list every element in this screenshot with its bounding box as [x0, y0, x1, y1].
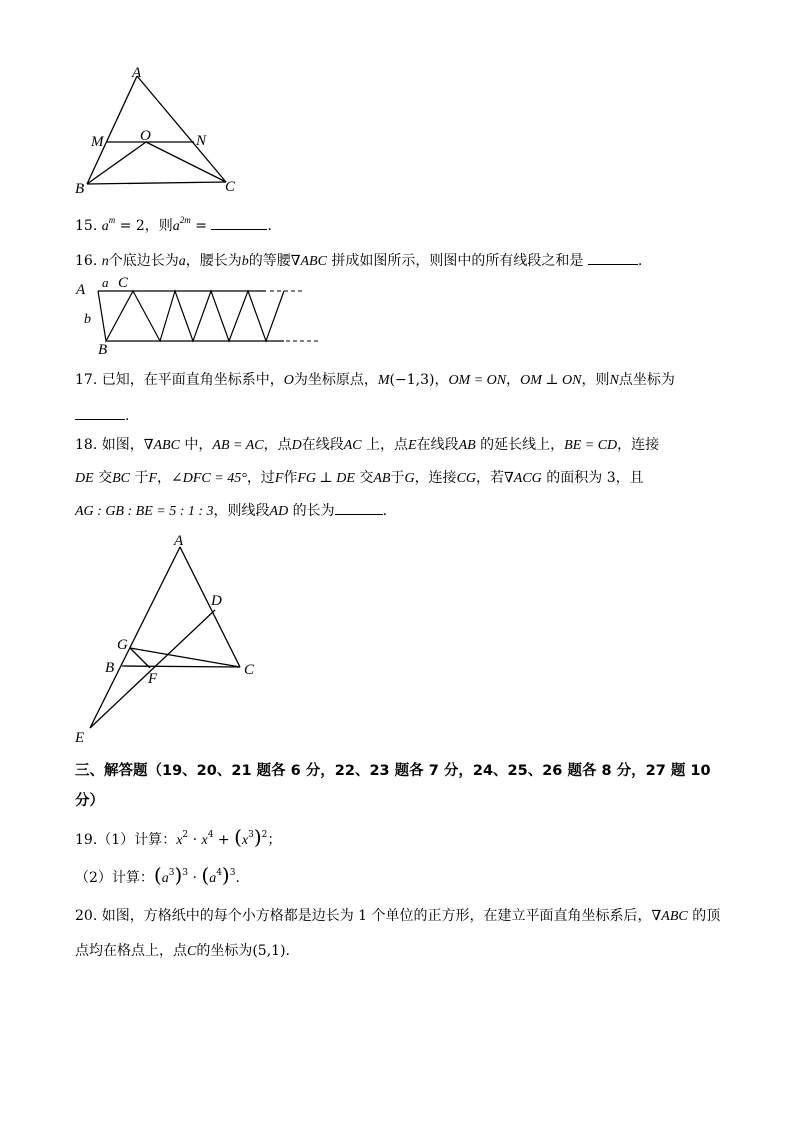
exp: 4 — [216, 868, 222, 878]
q18-text: 的长为 — [288, 503, 335, 519]
answer-blank[interactable] — [75, 405, 125, 420]
q18-text: 中， — [179, 437, 213, 453]
q15-eq: = — [190, 218, 207, 234]
section-heading: 三、解答题（19、20、21 题各 6 分，22、23 题各 7 分，24、25、26 题各 8 分，27 题 10 — [75, 763, 711, 779]
dot: · — [192, 870, 197, 886]
q18-text: 于 — [390, 470, 405, 486]
q16-text1: 个底边长为 — [108, 253, 179, 269]
q18-text: 的面积为 3，且 — [541, 470, 644, 486]
q18-text: ，连接 — [414, 470, 457, 486]
exp: 4 — [207, 830, 214, 840]
label-G: G — [117, 637, 128, 653]
q20-text: 20. 如图，方格纸中的每个小方格都是边长为 1 个单位的正方形，在建立平面直角坐标系后， — [75, 908, 652, 924]
seg-BC: BC — [112, 471, 131, 486]
part-label: （1）计算： — [97, 832, 177, 848]
question-15 — [75, 215, 272, 237]
eq-be-cd: BE = CD — [564, 438, 618, 453]
question-18-line3 — [75, 500, 387, 522]
var-C: C — [187, 944, 197, 959]
exp-m: m — [108, 215, 116, 225]
question-17: 17. 已知，在平面直角坐标系中，O为坐标原点，M(−1,3)，OM = ON，OM ⊥ ON，则N点坐标为 — [75, 372, 675, 388]
q20-text: 的坐标为 — [196, 943, 253, 959]
q18-text: ，则线段 — [213, 503, 270, 519]
q18-text: 交 — [354, 470, 374, 486]
question-18-line1 — [75, 435, 659, 456]
eq-om-on: OM = ON — [448, 373, 507, 388]
question-19-part1: 19.（1）计算：$x^2 \cdot x^4 + (x^3)^2$； — [75, 825, 282, 849]
label-B: B — [75, 181, 85, 197]
var-x: x — [176, 833, 183, 848]
label-C: C — [225, 179, 236, 195]
question-20-line2 — [75, 941, 290, 962]
label-a: a — [102, 275, 109, 290]
q16-text2: ，腰长为 — [185, 253, 242, 269]
q18-text: 在线段 — [301, 437, 344, 453]
label-b: b — [84, 312, 91, 327]
question-number: 19. — [75, 832, 98, 848]
figure-triangle-mn — [70, 62, 250, 197]
exp: 2 — [182, 830, 189, 840]
period: . — [235, 870, 240, 886]
answer-blank[interactable] — [335, 500, 383, 515]
var-a: a — [101, 219, 109, 234]
label-C: C — [244, 662, 255, 678]
q18-text: 在线段 — [416, 437, 459, 453]
q16-text3: 的等腰 — [248, 253, 291, 269]
period: . — [125, 408, 130, 424]
tri-abc: ∇ABC — [290, 254, 327, 269]
question-20-line1 — [75, 906, 720, 927]
q17-text4: 点坐标为 — [618, 372, 675, 388]
q18-text: 如图， — [101, 437, 144, 453]
figure-zigzag-strip — [70, 272, 330, 357]
exp: 3 — [182, 868, 189, 878]
label-O: O — [140, 128, 151, 144]
eq-ab-ac: AB = AC — [212, 438, 264, 453]
label-A: A — [132, 65, 142, 81]
var-a: a — [178, 254, 186, 269]
label-F: F — [148, 671, 158, 687]
seg-AB: AB — [373, 471, 391, 486]
question-number: 18. — [75, 437, 98, 453]
dot: · — [192, 832, 198, 848]
answer-blank[interactable] — [588, 250, 638, 265]
q18-text: 上，点 — [361, 437, 409, 453]
part-label: （2）计算： — [75, 870, 154, 886]
var-a: a — [209, 871, 217, 886]
q18-text: ， — [157, 470, 172, 486]
period: . — [267, 218, 272, 234]
exp: 3 — [248, 830, 254, 840]
var-x: x — [241, 833, 249, 848]
label-A: A — [76, 282, 86, 298]
q17-text2: 为坐标原点， — [293, 372, 378, 388]
label-N: N — [196, 133, 207, 149]
var-x: x — [201, 833, 208, 848]
seg-DE: DE — [75, 471, 94, 486]
period: . — [382, 503, 388, 519]
var-b: b — [241, 254, 249, 269]
tri-abc: ∇ABC — [143, 438, 180, 453]
ratio: AG : GB : BE = 5 : 1 : 3 — [75, 504, 214, 519]
var-F: F — [148, 471, 158, 486]
var-a2: a — [172, 219, 180, 234]
q20-text: 的顶 — [687, 908, 721, 924]
q17-text1: 已知，在平面直角坐标系中， — [101, 372, 284, 388]
exp-2m: 2m — [179, 215, 191, 225]
tri-abc: ∇ABC — [651, 909, 688, 924]
seg-AD: AD — [269, 504, 289, 519]
q18-text: 的延长线上， — [475, 437, 565, 453]
answer-blank[interactable] — [211, 215, 267, 230]
perp-fg-de: FG ⊥ DE — [297, 471, 355, 486]
question-16 — [75, 250, 642, 272]
q18-text: 作 — [283, 470, 298, 486]
q18-text: 于 — [130, 470, 149, 486]
q18-text: 交 — [93, 470, 113, 486]
q20-text: 点均在格点上，点 — [75, 943, 187, 959]
q18-text: ，过 — [246, 470, 275, 486]
exp: 2 — [261, 830, 268, 840]
period: . — [637, 253, 643, 269]
var-G: G — [404, 471, 415, 486]
exp: 3 — [229, 868, 236, 878]
question-17-blank-line — [75, 405, 129, 426]
eq-om-perp-on: OM ⊥ ON — [520, 373, 582, 388]
plus: + — [217, 832, 230, 848]
q16-text4: 拼成如图所示，则图中的所有线段之和是 — [326, 253, 584, 269]
angle-dfc: ∠DFC = 45° — [171, 471, 247, 486]
var-E: E — [408, 438, 417, 453]
q18-text: ，点 — [263, 437, 292, 453]
label-M: M — [91, 134, 104, 150]
question-number: 16. — [75, 253, 98, 269]
figure-triangle-defg — [70, 530, 280, 750]
label-D: D — [211, 593, 222, 609]
var-O: O — [283, 373, 294, 388]
label-B: B — [105, 660, 115, 676]
exp: 3 — [168, 868, 175, 878]
tri-acg: ∇ACG — [504, 471, 542, 486]
coord-M: (−1,3) — [389, 372, 435, 388]
seg-AC: AC — [343, 438, 362, 453]
question-number: 15. — [75, 218, 98, 234]
semicolon: ； — [267, 832, 282, 848]
section-heading-cont: 分） — [75, 793, 104, 809]
q17-text3: ，则 — [581, 372, 610, 388]
label-C: C — [118, 275, 129, 291]
label-A: A — [174, 533, 184, 549]
q18-text: ，若 — [476, 470, 505, 486]
q18-text: ，连接 — [617, 437, 660, 453]
q15-text: = 2，则 — [115, 218, 173, 234]
question-18-line2 — [75, 468, 644, 489]
var-n: n — [101, 254, 109, 269]
question-19-part2: （2）计算：$(a^3)^3 \cdot (a^4)^3$. — [75, 863, 240, 887]
var-F: F — [274, 471, 284, 486]
var-D: D — [291, 438, 302, 453]
var-a: a — [161, 871, 169, 886]
label-B: B — [98, 342, 108, 357]
var-N: N — [609, 373, 619, 388]
seg-AB: AB — [458, 438, 476, 453]
label-E: E — [75, 730, 85, 746]
var-M: M — [377, 373, 390, 388]
question-number: 17. — [75, 372, 98, 388]
seg-CG: CG — [456, 471, 477, 486]
coord-C: (5,1) — [252, 943, 286, 959]
period: . — [285, 943, 290, 959]
